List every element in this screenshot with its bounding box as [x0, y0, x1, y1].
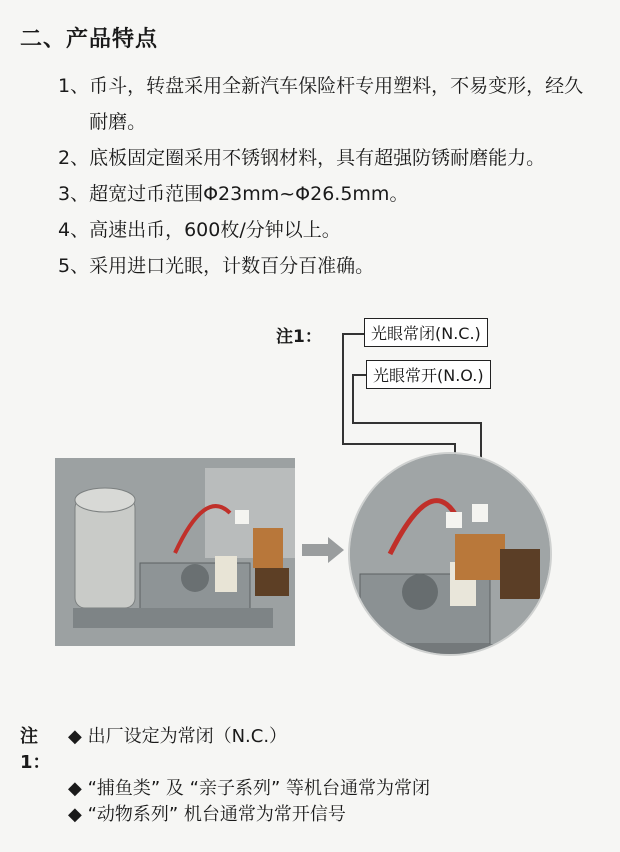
- feature-item: [58, 140, 588, 176]
- diagram-note-label: 注1：: [276, 327, 322, 347]
- footer-note-row: [20, 802, 430, 828]
- leader-line-nc: [342, 333, 364, 335]
- sensor-closeup-illustration: [350, 454, 550, 654]
- hopper-illustration: [55, 458, 295, 646]
- feature-item: [58, 212, 588, 248]
- leader-line-nc: [342, 443, 454, 445]
- footer-notes: [20, 724, 430, 828]
- leader-line-no: [352, 422, 480, 424]
- hopper-photo: [55, 458, 295, 646]
- feature-number: 1、: [58, 75, 90, 97]
- footer-note-row: [20, 724, 430, 776]
- footer-note-row: [20, 776, 430, 802]
- sensor-closeup-photo: [350, 454, 550, 654]
- feature-list: [58, 68, 588, 284]
- footer-note-item: ◆ “捕鱼类” 及 “亲子系列” 等机台通常为常闭: [68, 778, 431, 799]
- section-title: 二、产品特点: [20, 27, 159, 52]
- feature-item: [58, 248, 588, 284]
- sensor-nc-label: 光眼常闭(N.C.): [364, 318, 488, 347]
- leader-line-nc: [342, 333, 344, 443]
- footer-note-label: 注1：: [20, 726, 51, 773]
- feature-text: 币斗，转盘采用全新汽车保险杆专用塑料，不易变形，经久耐磨。: [89, 75, 584, 133]
- feature-text: 采用进口光眼，计数百分百准确。: [89, 255, 375, 277]
- sensor-no-label: 光眼常开(N.O.): [366, 360, 491, 389]
- feature-text: 底板固定圈采用不锈钢材料，具有超强防锈耐磨能力。: [89, 147, 546, 169]
- feature-text: 高速出币，600枚/分钟以上。: [89, 219, 341, 241]
- feature-item: [58, 176, 588, 212]
- feature-item: [58, 68, 588, 140]
- right-arrow-icon: [302, 537, 344, 563]
- footer-note-item: ◆ 出厂设定为常闭（N.C.）: [68, 726, 288, 747]
- leader-line-no: [352, 374, 354, 422]
- feature-number: 4、: [58, 219, 90, 241]
- feature-number: 2、: [58, 147, 90, 169]
- footer-note-item: ◆ “动物系列” 机台通常为常开信号: [68, 804, 346, 825]
- leader-line-no: [352, 374, 366, 376]
- feature-number: 3、: [58, 183, 90, 205]
- feature-text: 超宽过币范围Φ23mm~Φ26.5mm。: [89, 183, 409, 205]
- feature-number: 5、: [58, 255, 90, 277]
